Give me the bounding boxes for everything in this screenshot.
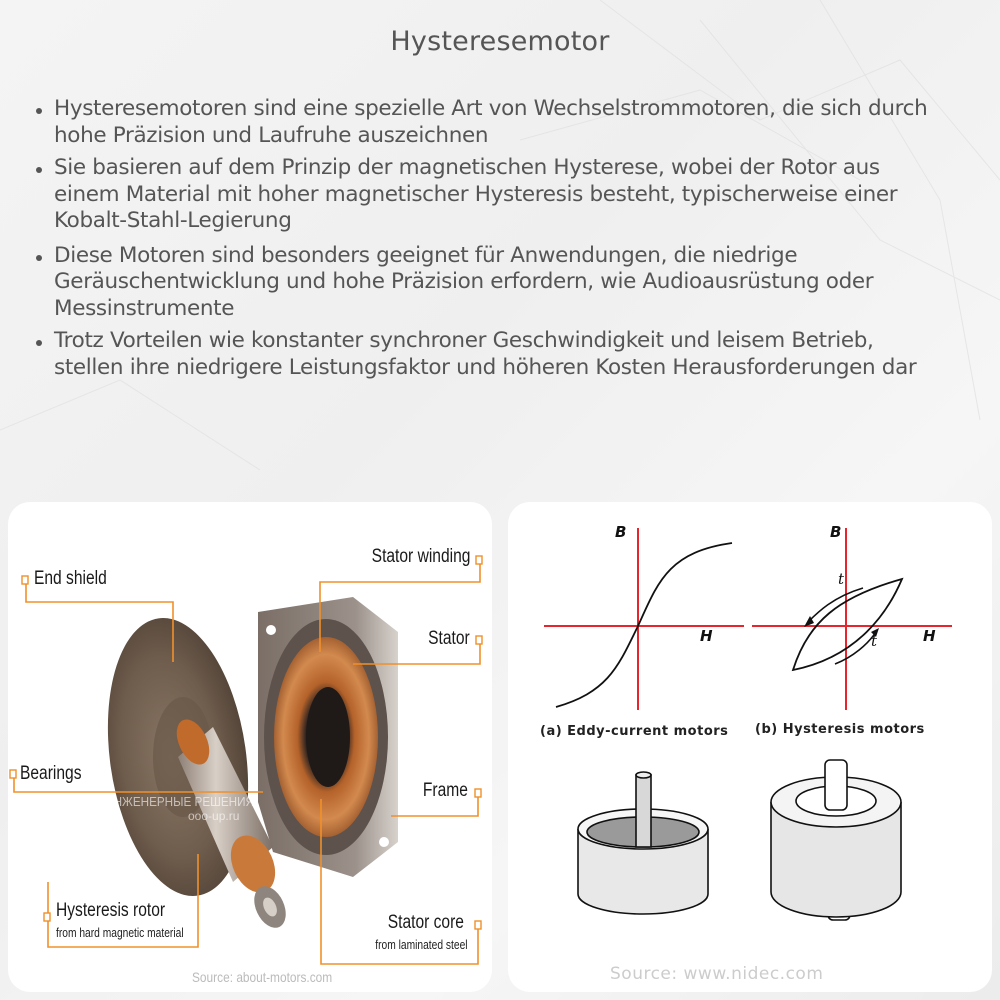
page-title: Hysteresemotor <box>390 26 610 57</box>
watermark: ooo-up.ru <box>188 809 240 823</box>
label-stator: Stator <box>428 628 470 649</box>
axis-label-b: B <box>830 523 842 541</box>
watermark: ИНЖЕНЕРНЫЕ РЕШЕНИЯ <box>105 794 254 810</box>
motor-photo-card <box>8 502 492 992</box>
callout-marker-icon <box>22 576 28 584</box>
bullet-list <box>34 96 974 387</box>
time-direction-label: t <box>871 632 878 650</box>
bullet-dot-icon <box>36 108 42 114</box>
label-end-shield: End shield <box>34 568 107 589</box>
callout-marker-icon <box>10 770 16 778</box>
source-credit: Source: about-motors.com <box>192 969 333 985</box>
caption-eddy-current: (a) Eddy-current motors <box>540 724 729 739</box>
label-bearings: Bearings <box>20 763 82 784</box>
label-stator-core: Stator core <box>387 912 464 933</box>
axis-label-b: B <box>615 523 627 541</box>
label-hysteresis-rotor: Hysteresis rotor <box>56 900 166 921</box>
callout-marker-icon <box>476 636 482 644</box>
axis-label-h: H <box>700 627 713 645</box>
bullet-dot-icon <box>36 167 42 173</box>
time-direction-label: t <box>838 570 845 588</box>
label-hysteresis-rotor-sub: from hard magnetic material <box>56 926 184 940</box>
callout-marker-icon <box>475 921 481 929</box>
label-frame: Frame <box>422 780 468 801</box>
callout-marker-icon <box>475 789 481 797</box>
bh-diagram-card <box>508 502 992 992</box>
bh-curve-diagram <box>508 502 992 992</box>
bullet-item: Trotz Vorteilen wie konstanter synchroner Geschwindigkeit und leisem Betrieb, stellen ihre niedrigere Leistungsfaktor und höheren Kosten Herausforderungen dar <box>34 328 934 381</box>
source-credit: Source: www.nidec.com <box>610 964 824 984</box>
caption-hysteresis: (b) Hysteresis motors <box>755 722 925 737</box>
callout-marker-icon <box>476 556 482 564</box>
bullet-dot-icon <box>36 340 42 346</box>
bullet-item: Sie basieren auf dem Prinzip der magnetischen Hysterese, wobei der Rotor aus einem Material mit hoher magnetischer Hysteresis besteht, typischerweise einer Kobalt-Stahl-Legierung <box>34 155 924 235</box>
axis-label-h: H <box>923 627 936 645</box>
bullet-dot-icon <box>36 255 42 261</box>
label-stator-core-sub: from laminated steel <box>375 938 468 952</box>
callout-marker-icon <box>44 913 50 921</box>
bullet-item: Diese Motoren sind besonders geeignet für Anwendungen, die niedrige Geräuschentwicklung und hohe Präzision erfordern, wie Audioausrüstung oder Messinstrumente <box>34 243 974 323</box>
label-stator-winding: Stator winding <box>371 546 470 567</box>
bullet-item: Hysteresemotoren sind eine spezielle Art von Wechselstrommotoren, die sich durch hohe Präzision und Laufruhe auszeichnen <box>34 96 964 149</box>
